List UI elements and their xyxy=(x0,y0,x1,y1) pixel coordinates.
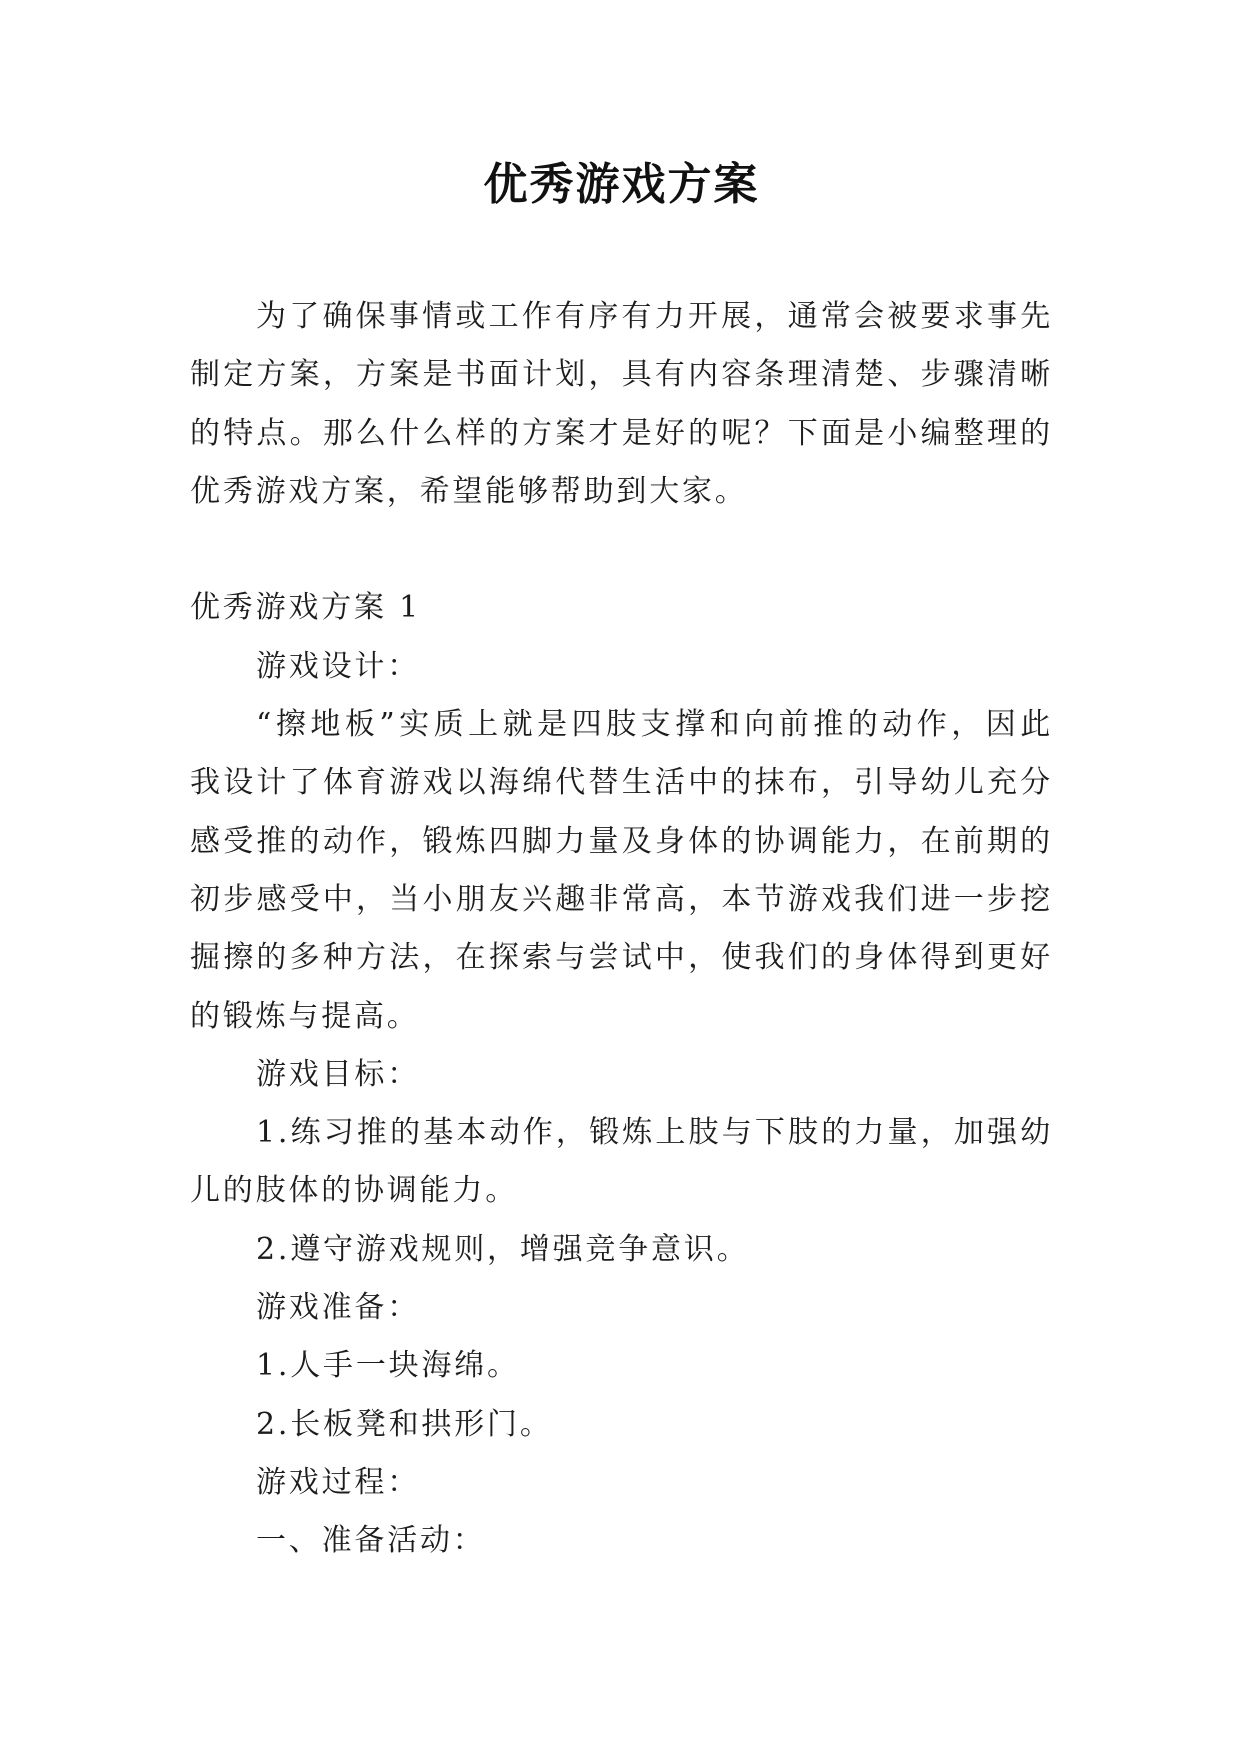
intro-line: 优秀游戏方案，希望能够帮助到大家。 xyxy=(190,473,748,509)
design-line: “擦地板”实质上就是四肢支撑和向前推的动作，因此 xyxy=(256,707,1053,743)
process-block xyxy=(190,1454,1053,1571)
design-line: 掘擦的多种方法，在探索与尝试中，使我们的身体得到更好 xyxy=(190,940,1053,976)
preparation-block xyxy=(190,1279,1053,1454)
process-heading: 游戏过程： xyxy=(256,1464,420,1500)
intro-line: 制定方案，方案是书面计划，具有内容条理清楚、步骤清晰 xyxy=(190,357,1053,393)
preparation-heading: 游戏准备： xyxy=(256,1290,420,1326)
intro-line: 的特点。那么什么样的方案才是好的呢？下面是小编整理的 xyxy=(190,415,1053,451)
preparation-item: 1.人手一块海绵。 xyxy=(256,1348,520,1384)
goals-heading: 游戏目标： xyxy=(256,1056,420,1092)
goal-item xyxy=(190,1221,1053,1279)
design-line: 我设计了体育游戏以海绵代替生活中的抹布，引导幼儿充分 xyxy=(190,765,1053,801)
design-line: 初步感受中，当小朋友兴趣非常高，本节游戏我们进一步挖 xyxy=(190,881,1053,917)
goal-line: 儿的肢体的协调能力。 xyxy=(190,1173,518,1209)
document-title: 优秀游戏方案 xyxy=(483,159,760,210)
goals-block xyxy=(190,1046,1053,1279)
design-line: 感受推的动作，锻炼四脚力量及身体的协调能力，在前期的 xyxy=(190,823,1053,859)
goal-line: 2.遵守游戏规则，增强竞争意识。 xyxy=(256,1231,750,1267)
section-heading: 优秀游戏方案 1 xyxy=(190,590,422,626)
goal-line: 1.练习推的基本动作，锻炼上肢与下肢的力量，加强幼 xyxy=(256,1115,1053,1151)
document-body xyxy=(190,288,1053,1571)
preparation-item: 2.长板凳和拱形门。 xyxy=(256,1406,553,1442)
intro-paragraph xyxy=(190,288,1053,521)
design-block xyxy=(190,638,1053,1046)
design-line: 的锻炼与提高。 xyxy=(190,998,420,1034)
process-step: 一、准备活动： xyxy=(256,1523,486,1559)
blank-line xyxy=(190,521,1053,579)
design-heading: 游戏设计： xyxy=(256,648,420,684)
intro-line: 为了确保事情或工作有序有力开展，通常会被要求事先 xyxy=(256,299,1053,334)
goal-item xyxy=(190,1104,1053,1221)
